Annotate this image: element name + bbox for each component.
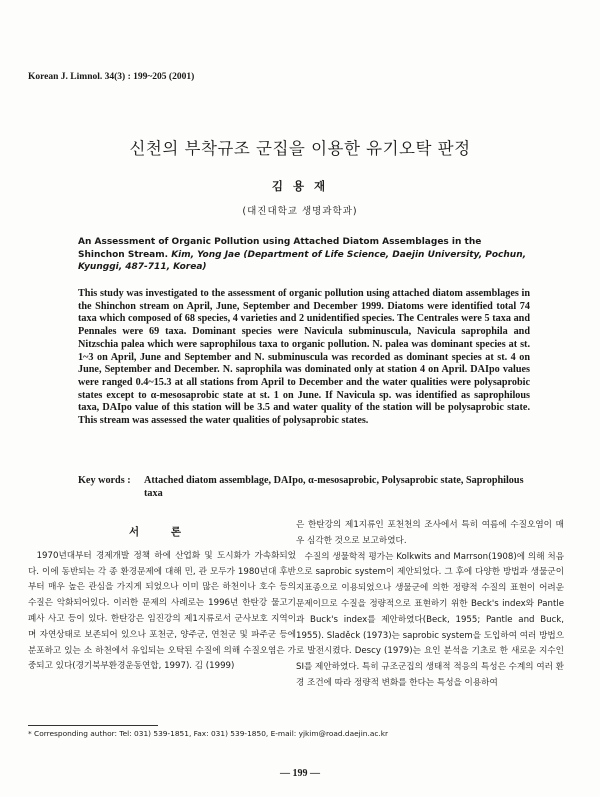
journal-reference: Korean J. Limnol. 34(3) : 199~205 (2001) [28, 72, 195, 82]
page-number: — 199 — [280, 768, 320, 779]
affiliation-korean: (대진대학교 생명과학과) [242, 206, 358, 217]
paper-title-korean: 신천의 부착규조 군집을 이용한 유기오탁 판정 [129, 139, 471, 158]
author-name-korean: 김 용 재 [271, 179, 329, 193]
body-paragraph: 1970년대부터 경제개발 정책 하에 산업화 및 도시화가 가속화되었다. 이에 동반되는 각 종 환경문제에 대해 민, 관 모두가 1980년대 후반부터 매우 높은 관심을 가지게 되었으나 이미 많은 하천이나 호수 등의 수질은 악화되어있다. 이러한 문제의 사례로는 1996년 한탄강 물고기 폐사 사고 등이 있다. 한탄강은 임진강의 제1지류로서 군사보호 지역이며 자연상태로 보존되어 있으나 포천군, 양주군, 연천군 및 파주군 등에 분포하고 있는 소 하천에서 유입되는 오탁된 수질에 의해 수질오염은 가중되고 있다(경기북부환경운동연합, 1997). 김 (1999) [28, 550, 296, 672]
corresponding-author-footnote: * Corresponding author: Tel: 031) 539-1851, Fax: 031) 539-1850, E-mail: yjkim@road.daejin.ac.kr [28, 729, 389, 738]
abstract [78, 288, 530, 428]
english-title: An Assessment of Organic Pollution using Attached Diatom Assemblages in the Shinchon Stream. [78, 237, 482, 260]
body-paragraph: 은 한탄강의 제1지류인 포천천의 조사에서 특히 여름에 수질오염이 매우 심각한 것으로 보고하였다. [296, 520, 564, 546]
english-title-block [78, 236, 528, 274]
body-left-column [28, 525, 296, 675]
body-paragraph: 수질의 생물학적 평가는 Kolkwits and Marrson(1908)에 의해 처음으로 saprobic system이 제안되었다. 그 후에 다양한 방법과 생물군이 지표종으로 이용되었으나 생물군에 의한 정량적 수질의 표현이 어려운 문제이므로 수질을 정량적으로 표현하기 위한 Beck's index와 Pantle과 Buck's index를 제안하였다(Beck, 1955; Pantle and Buck, 1955). Sladěck (1973)는 saprobic system을 도입하여 여러 방법으로 발전시켰다. Descy (1979)는 요인 분석을 기초로 한 새로운 지수인 SI를 제안하였다. 특히 규조군집의 생태적 적응의 특성은 수계의 여러 환경 조건에 따라 정량적 변화를 한다는 특성을 이용하여 [296, 551, 564, 688]
keywords-label: Key words : [78, 475, 131, 486]
body-right-column [296, 518, 564, 692]
keywords-text: Attached diatom assemblage, DAIpo, α-mesosaprobic, Polysaprobic state, Saprophilous taxa [144, 475, 524, 499]
footnote-divider [28, 725, 158, 726]
abstract-text: This study was investigated to the assessment of organic pollution using attached diatom assemblages in the Shinchon stream on April, June, September and December 1999. Diatoms were identified total 74 taxa which composed of 68 species, 4 varieties and 2 unidentified species. The Centrales were 5 taxa and Pennales were 69 taxa. Dominant species were Navicula subminuscula, Navicula saprophila and Nitzschia palea which were saprophilous taxa to organic pollution. N. palea was dominant species at st. 1~3 on April, June and September and N. subminuscula was recorded as dominant species at st. 4 on June, September and December. N. saprophila was dominated only at station 4 on April. DAIpo values were ranged 0.4~15.3 at all stations from April to December and the water qualities were polysaprobic states except to α-mesosaprobic state at st. 1 on June. If Navicula sp. was identified as saprophilous taxa, DAIpo value of this station will be 3.5 and water quality of the station will be polysaprobic state. This stream was assessed the water qualities of polysaprobic states. [78, 288, 530, 427]
keywords-block [78, 474, 530, 500]
section-heading-introduction: 서 론 [129, 526, 195, 538]
english-author-info: Kim, Yong Jae (Department of Life Science, Daejin University, Pochun, Kyunggi, 487-711, Korea) [78, 249, 527, 272]
